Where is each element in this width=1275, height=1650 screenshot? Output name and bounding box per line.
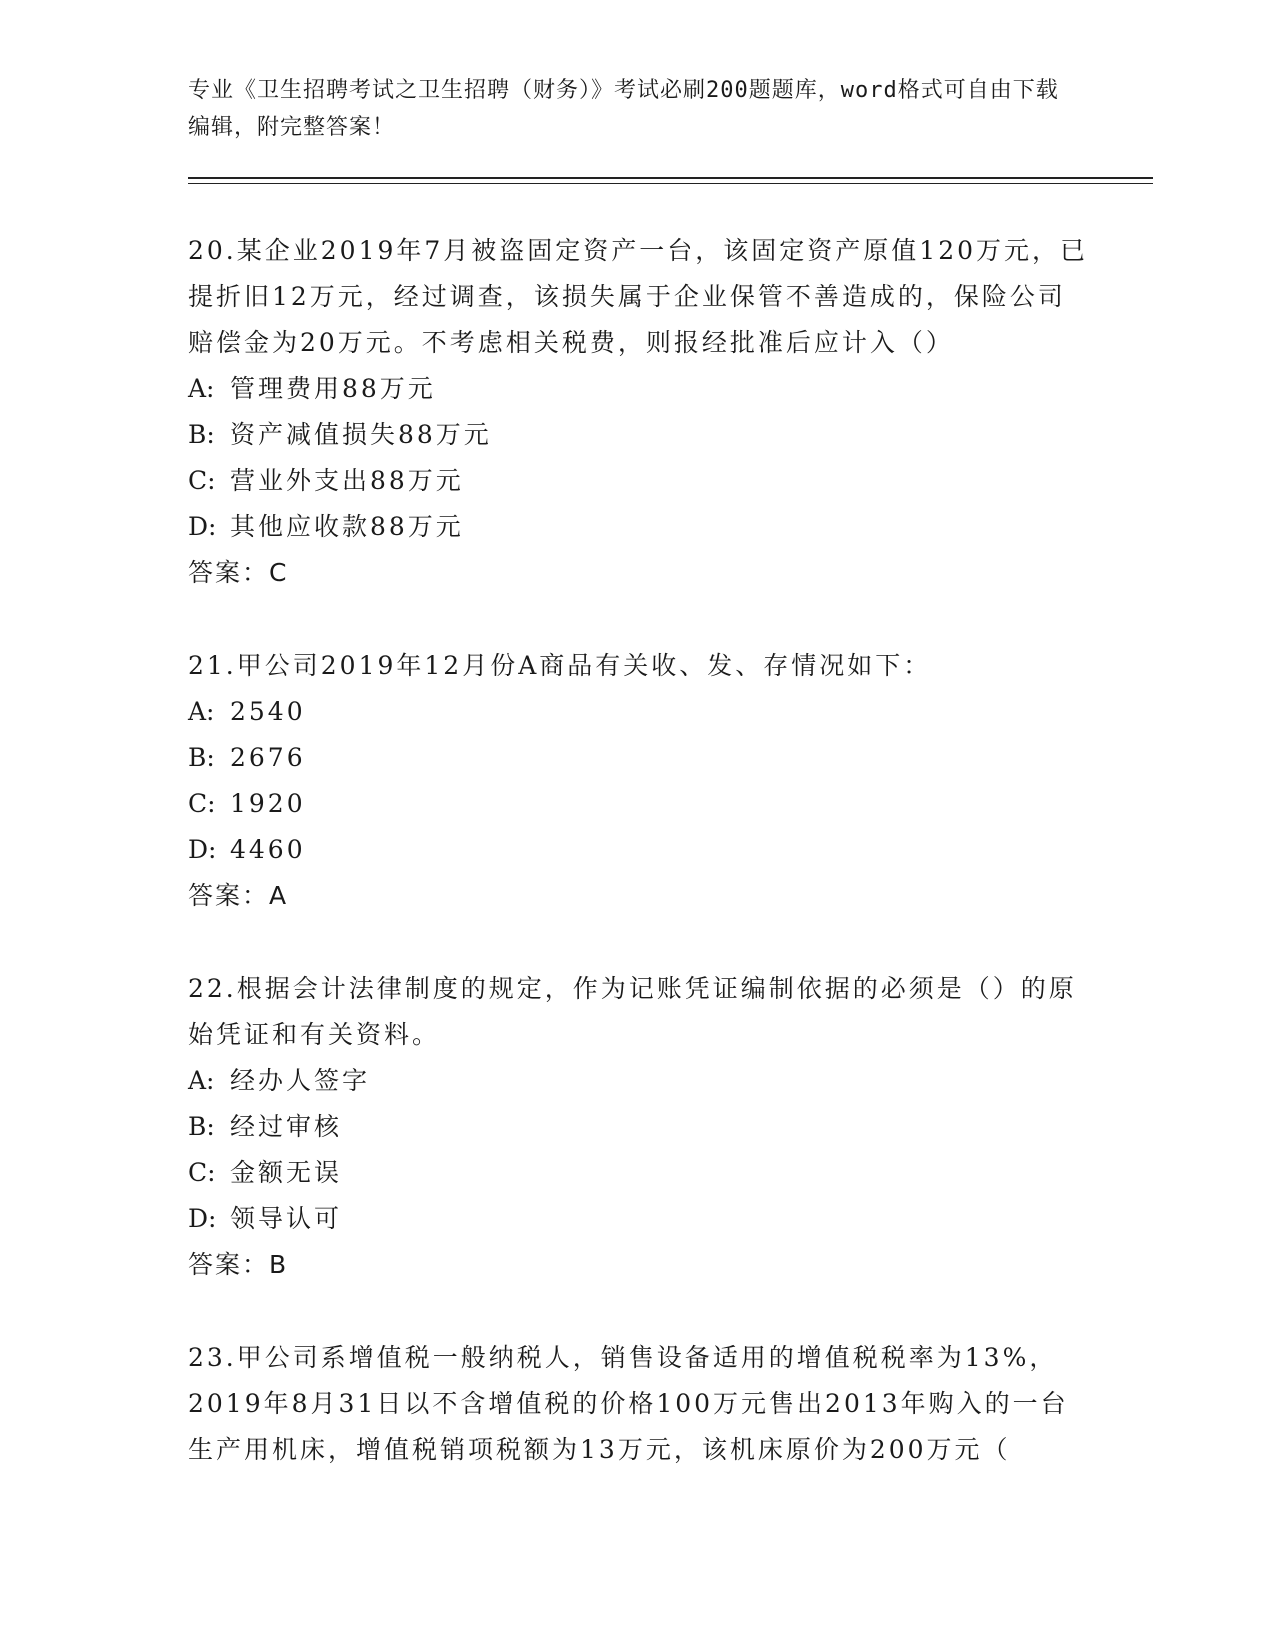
option-text: 2676 [230,743,306,772]
option-a [188,689,1088,735]
answer-line: 答案：A [188,881,289,910]
option-b [188,412,1088,458]
option-text: 4460 [230,835,306,864]
question-23 [188,1335,1088,1473]
option-a [188,1058,1088,1104]
option-d [188,504,1088,550]
question-stem: 23.甲公司系增值税一般纳税人，销售设备适用的增值税税率为13%，2019年8月31日以不含增值税的价格100万元售出2013年购入的一台生产用机床，增值税销项税额为13万元，该机床原价为200万元（ [188,1343,1069,1464]
option-text: 1920 [230,789,306,818]
answer-line: 答案：B [188,1250,289,1279]
option-text: 领导认可 [230,1204,343,1233]
question-21 [188,643,1088,919]
option-text: 资产减值损失88万元 [230,420,492,449]
question-stem: 20.某企业2019年7月被盗固定资产一台，该固定资产原值120万元，已提折旧12万元，经过调查，该损失属于企业保管不善造成的，保险公司赔偿金为20万元。不考虑相关税费，则报经批准后应计入（） [188,236,1089,357]
option-label: C: [188,789,216,818]
question-20 [188,228,1088,596]
option-label: A: [188,1066,215,1095]
option-d [188,1196,1088,1242]
option-text: 经办人签字 [230,1066,371,1095]
option-text: 经过审核 [230,1112,343,1141]
option-c [188,458,1088,504]
header-divider-thick [188,177,1153,179]
document-header [188,72,1068,146]
option-text: 其他应收款88万元 [230,512,464,541]
option-label: C: [188,466,216,495]
option-text: 营业外支出88万元 [230,466,464,495]
option-text: 管理费用88万元 [230,374,436,403]
option-label: D: [188,512,217,541]
question-stem: 22.根据会计法律制度的规定，作为记账凭证编制依据的必须是（）的原始凭证和有关资料。 [188,974,1077,1049]
option-label: C: [188,1158,216,1187]
option-c [188,1150,1088,1196]
option-label: A: [188,374,215,403]
option-label: B: [188,743,215,772]
header-divider-thin [188,183,1153,184]
option-label: B: [188,420,215,449]
option-b [188,1104,1088,1150]
option-b [188,735,1088,781]
option-text: 2540 [230,697,306,726]
question-22 [188,966,1088,1288]
option-label: A: [188,697,215,726]
option-label: D: [188,835,217,864]
option-text: 金额无误 [230,1158,343,1187]
header-text: 专业《卫生招聘考试之卫生招聘（财务）》考试必刷200题题库，word格式可自由下载编辑，附完整答案！ [188,78,1059,140]
option-a [188,366,1088,412]
option-c [188,781,1088,827]
option-label: B: [188,1112,215,1141]
answer-line: 答案：C [188,558,289,587]
option-label: D: [188,1204,217,1233]
question-stem: 21.甲公司2019年12月份A商品有关收、发、存情况如下： [188,651,932,680]
option-d [188,827,1088,873]
question-list [188,228,1088,1520]
